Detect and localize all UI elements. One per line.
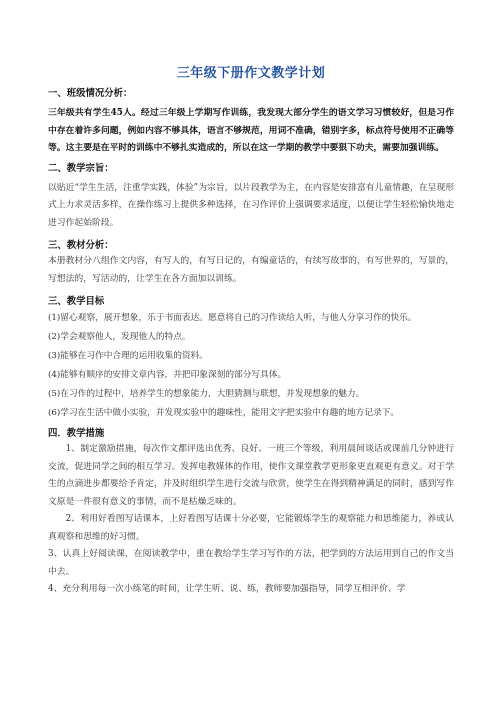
goal-item-1: (1)留心观察，展开想象，乐于书面表达。愿意将自己的习作读给人听，与他人分享习作的快乐。 <box>48 313 417 323</box>
page-title: 三年级下册作文教学计划 <box>176 66 326 81</box>
measure-paragraph-1: 1、制定激励措施，每次作文都评选出优秀、良好、一班三个等级，利用晨间谈话或课前几分钟进行交流，促进同学之间的相互学习。发挥电教媒体的作用，使作文课堂教学更形象更直观更有意义。对于学生的点滴进步都要给予肯定，并及时组织学生进行交流与欣赏，使学生在得到精神满足的同时，感到写作文原是一件很有意义的事情，而不是枯燥乏味的。 <box>48 444 454 507</box>
goal-item-4: (4)能够有顺序的安排文章内容，并把印象深刻的部分写具体。 <box>48 370 287 380</box>
measure-paragraph-2: 2、利用好看图写话课本，上好看图写话课十分必要，它能锻炼学生的观察能力和思维能力，养成认真观察和思维的好习惯。 <box>48 514 454 542</box>
goal-item-5: (5)在习作的过程中，培养学生的想象能力，大胆猜测与联想，并发现想象的魅力。 <box>48 389 365 399</box>
goal-item-3: (3)能够在习作中合理的运用收集的资料。 <box>48 351 208 361</box>
document-page <box>48 62 454 599</box>
section-heading-material-analysis: 三、教材分析： <box>48 240 114 251</box>
section-heading-class-analysis: 一、班级情况分析： <box>48 88 133 99</box>
measure-paragraph-4: 4、充分利用每一次小练笔的时间，让学生听、说、练，教师要加强指导，同学互相评价、学 <box>48 584 406 594</box>
teaching-aim-text: 以贴近“学生生活，注重学实践，体验”为宗旨，以片段教学为主，在内容是安排富有儿童情趣，在呈现形式上力求灵活多样，在操作练习上提供多种选择，在习作评价上强调要求适度，以便让学生轻松愉快地走进习作起始阶段。 <box>48 182 454 228</box>
measure-paragraph-3: 3、认真上好阅读课，在阅读教学中，重在教给学生学习写作的方法，把学到的方法运用到自己的作文当中去。 <box>48 549 454 577</box>
class-analysis-text: 三年级共有学生45人。经过三年级上学期写作训练，我发现大部分学生的语文学习习惯较好，但是习作中存在着许多问题，例如内容不够具体，语言不够规范，用词不准确，错别字多，标点符号使用不正确等等。这主要是在平时的训练中不够扎实造成的，所以在这一学期的教学中要狠下功夫，需要加强训练。 <box>48 108 454 153</box>
material-analysis-text: 本册教材分八组作文内容，有写人的，有写日记的，有编童话的，有续写故事的，有写世界的，写景的，写想法的，写活动的，让学生在各方面加以训练。 <box>48 256 454 284</box>
section-heading-measures: 四．教学措施 <box>48 428 105 439</box>
goal-item-2: (2)学会观察他人，发现他人的特点。 <box>48 332 191 342</box>
goal-item-6: (6)学习在生活中做小实验，并发现实验中的趣味性，能用文字把实验中有趣的地方记录下。 <box>48 408 400 418</box>
section-heading-goals: 三、教学目标 <box>48 296 105 307</box>
section-heading-teaching-aim: 二、教学宗旨： <box>48 162 114 174</box>
